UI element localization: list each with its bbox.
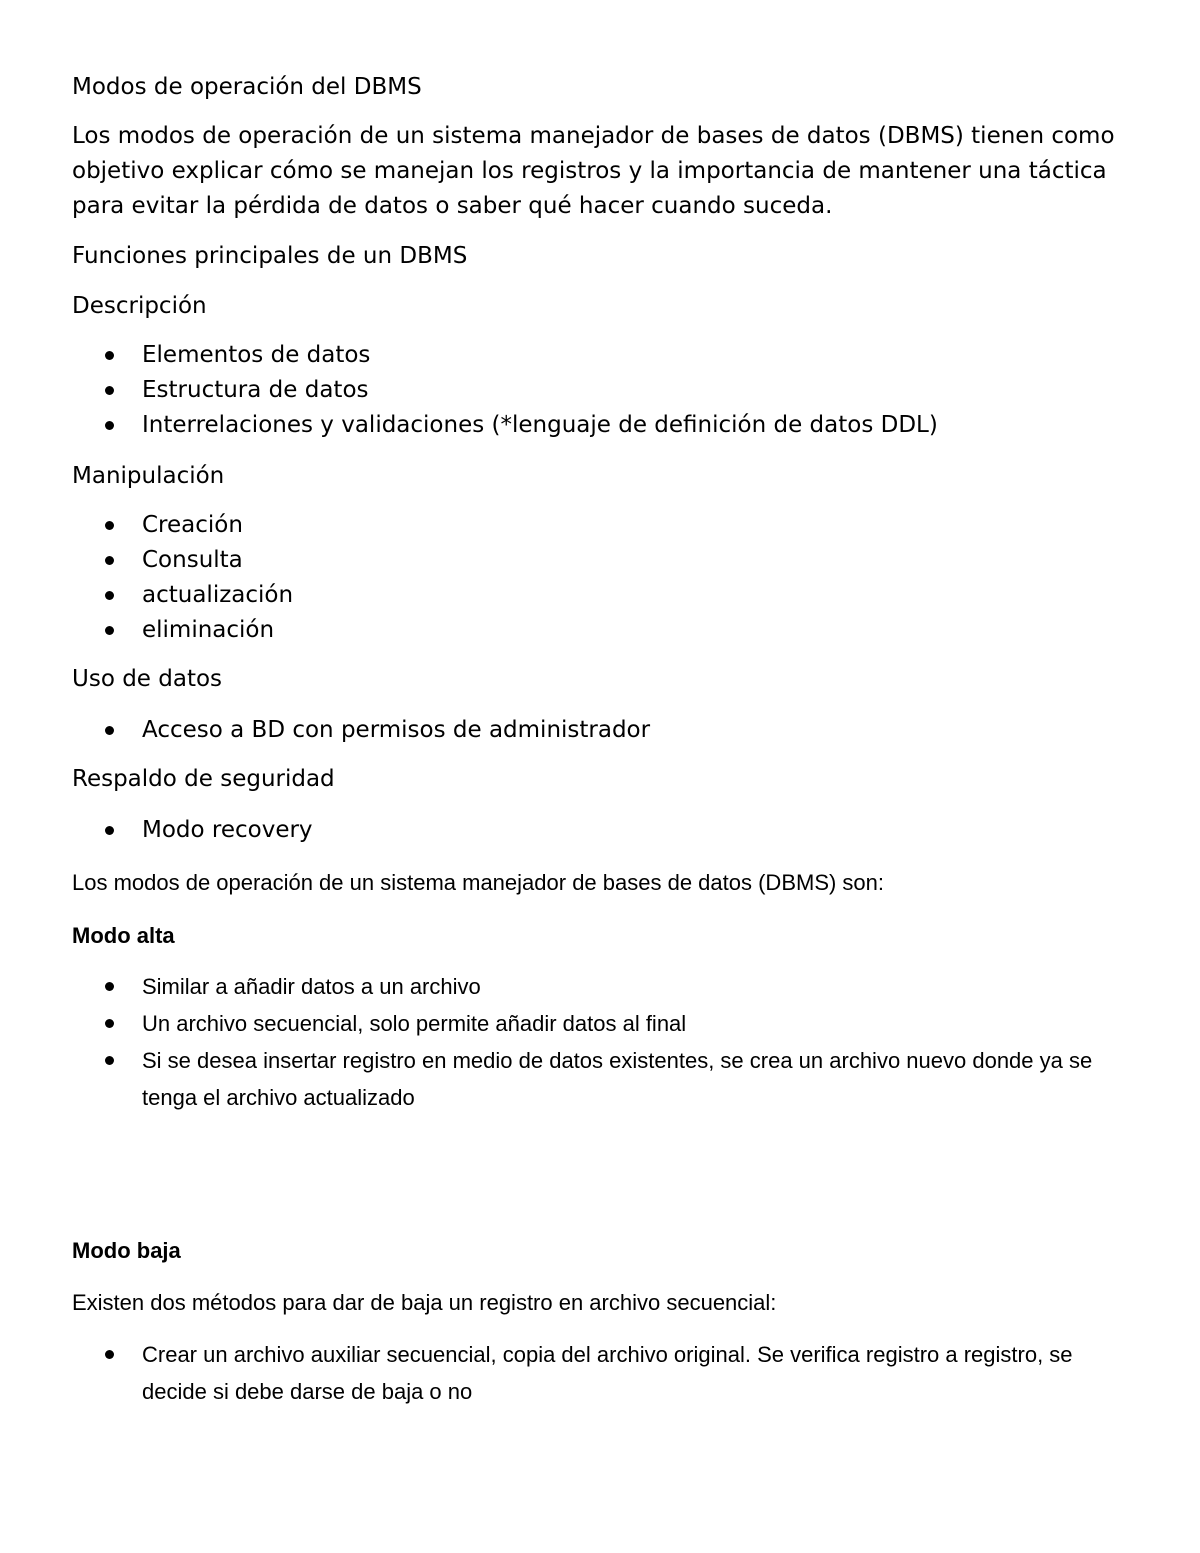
manipulacion-list: [72, 508, 293, 648]
modo-baja-heading: Modo baja: [72, 1238, 181, 1263]
list-item: Similar a añadir datos a un archivo: [72, 968, 1132, 1005]
section-heading-uso-de-datos: Uso de datos: [72, 666, 223, 692]
bullet-icon: [105, 1350, 114, 1359]
list-item: Modo recovery: [72, 813, 313, 848]
section-heading-descripcion: Descripción: [72, 293, 207, 319]
section-heading-respaldo: Respaldo de seguridad: [72, 766, 335, 792]
functions-heading: Funciones principales de un DBMS: [72, 243, 468, 269]
modes-intro: Los modos de operación de un sistema manejador de bases de datos (DBMS) son:: [72, 870, 885, 895]
list-item: Si se desea insertar registro en medio de datos existentes, se crea un archivo nuevo donde ya se tenga el archivo actualizado: [72, 1042, 1132, 1116]
list-item: Un archivo secuencial, solo permite añadir datos al final: [72, 1005, 1132, 1042]
bullet-icon: [105, 351, 114, 360]
list-item: Estructura de datos: [72, 373, 938, 408]
bullet-icon: [105, 521, 114, 530]
descripcion-list: [72, 338, 938, 443]
bullet-icon: [105, 386, 114, 395]
document-title: Modos de operación del DBMS: [72, 74, 422, 100]
bullet-icon: [105, 826, 114, 835]
list-item: actualización: [72, 578, 293, 613]
list-item: eliminación: [72, 613, 293, 648]
uso-de-datos-list: [72, 713, 650, 748]
bullet-icon: [105, 626, 114, 635]
modo-baja-text: Existen dos métodos para dar de baja un registro en archivo secuencial:: [72, 1290, 777, 1315]
list-item: Consulta: [72, 543, 293, 578]
bullet-icon: [105, 982, 114, 991]
bullet-icon: [105, 726, 114, 735]
bullet-icon: [105, 421, 114, 430]
respaldo-list: [72, 813, 313, 848]
bullet-icon: [105, 1056, 114, 1065]
modo-baja-list: [72, 1336, 1132, 1410]
section-heading-manipulacion: Manipulación: [72, 463, 225, 489]
bullet-icon: [105, 556, 114, 565]
list-item: Interrelaciones y validaciones (*lenguaje de definición de datos DDL): [72, 408, 938, 443]
list-item: Creación: [72, 508, 293, 543]
bullet-icon: [105, 1019, 114, 1028]
list-item: Elementos de datos: [72, 338, 938, 373]
bullet-icon: [105, 591, 114, 600]
list-item: Acceso a BD con permisos de administrador: [72, 713, 650, 748]
modo-alta-heading: Modo alta: [72, 923, 175, 948]
modo-alta-list: [72, 968, 1132, 1116]
intro-paragraph: Los modos de operación de un sistema manejador de bases de datos (DBMS) tienen como objetivo explicar cómo se manejan los registros y la importancia de mantener una táctica para evitar la pérdida de datos o saber qué hacer cuando suceda.: [72, 123, 1115, 219]
list-item: Crear un archivo auxiliar secuencial, copia del archivo original. Se verifica registro a registro, se decide si debe darse de baja o no: [72, 1336, 1132, 1410]
